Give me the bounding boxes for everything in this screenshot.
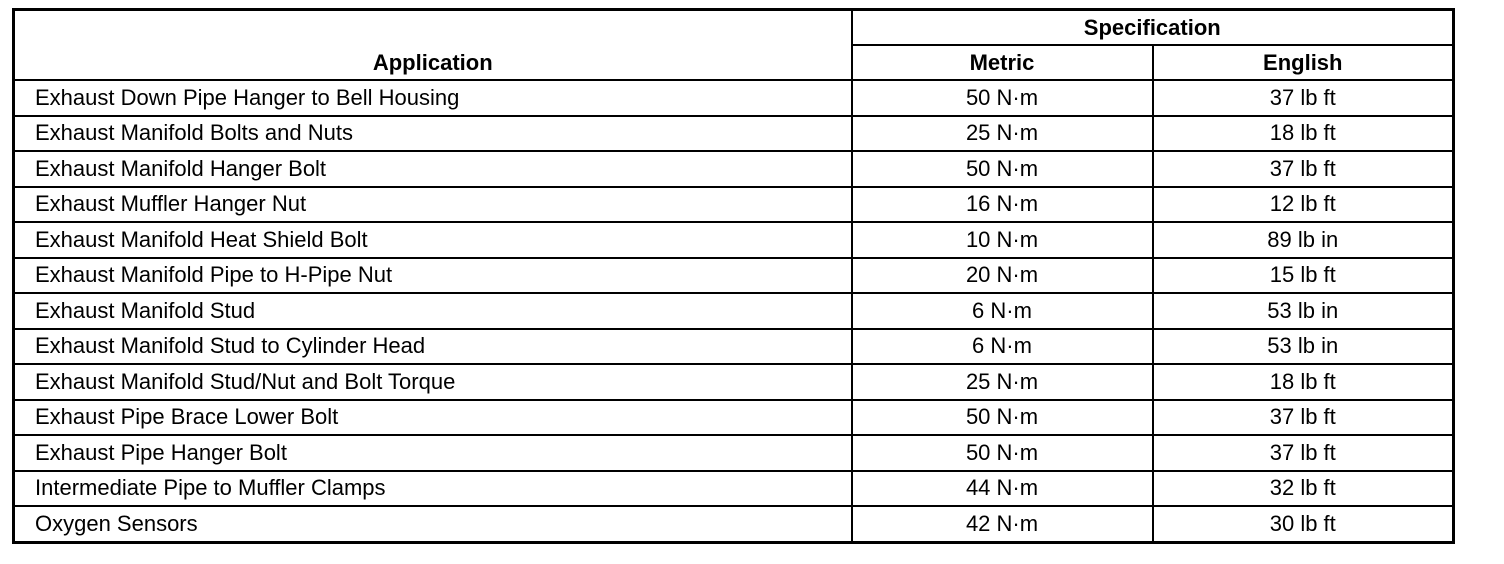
- table-row: [14, 187, 1454, 223]
- metric-cell: 16 N·m: [852, 187, 1153, 223]
- english-cell: 37 lb ft: [1153, 151, 1454, 187]
- english-cell: 32 lb ft: [1153, 471, 1454, 507]
- english-cell: 37 lb ft: [1153, 400, 1454, 436]
- table-body: [14, 80, 1454, 542]
- metric-header: Metric: [852, 45, 1153, 80]
- metric-cell: 50 N·m: [852, 80, 1153, 116]
- metric-cell: 50 N·m: [852, 400, 1153, 436]
- english-cell: 37 lb ft: [1153, 435, 1454, 471]
- english-cell: 89 lb in: [1153, 222, 1454, 258]
- metric-cell: 50 N·m: [852, 435, 1153, 471]
- application-cell: Exhaust Manifold Heat Shield Bolt: [14, 222, 852, 258]
- table-row: [14, 293, 1454, 329]
- application-cell: Exhaust Down Pipe Hanger to Bell Housing: [14, 80, 852, 116]
- table-row: [14, 329, 1454, 365]
- application-cell: Exhaust Manifold Hanger Bolt: [14, 151, 852, 187]
- application-cell: Exhaust Manifold Stud to Cylinder Head: [14, 329, 852, 365]
- metric-cell: 6 N·m: [852, 293, 1153, 329]
- application-cell: Intermediate Pipe to Muffler Clamps: [14, 471, 852, 507]
- english-cell: 18 lb ft: [1153, 364, 1454, 400]
- table-header: [14, 10, 1454, 81]
- application-cell: Exhaust Manifold Stud/Nut and Bolt Torque: [14, 364, 852, 400]
- application-cell: Exhaust Manifold Bolts and Nuts: [14, 116, 852, 152]
- application-cell: Exhaust Manifold Pipe to H-Pipe Nut: [14, 258, 852, 294]
- application-cell: Exhaust Muffler Hanger Nut: [14, 187, 852, 223]
- application-cell: Exhaust Pipe Brace Lower Bolt: [14, 400, 852, 436]
- english-cell: 53 lb in: [1153, 329, 1454, 365]
- metric-cell: 42 N·m: [852, 506, 1153, 542]
- table-row: [14, 364, 1454, 400]
- english-cell: 30 lb ft: [1153, 506, 1454, 542]
- metric-cell: 50 N·m: [852, 151, 1153, 187]
- english-cell: 15 lb ft: [1153, 258, 1454, 294]
- metric-cell: 25 N·m: [852, 364, 1153, 400]
- table-row: [14, 80, 1454, 116]
- table-row: [14, 258, 1454, 294]
- table-row: [14, 151, 1454, 187]
- metric-cell: 20 N·m: [852, 258, 1153, 294]
- application-cell: Exhaust Manifold Stud: [14, 293, 852, 329]
- application-cell: Exhaust Pipe Hanger Bolt: [14, 435, 852, 471]
- header-row-top: [14, 10, 1454, 46]
- english-header: English: [1153, 45, 1454, 80]
- application-cell: Oxygen Sensors: [14, 506, 852, 542]
- english-cell: 12 lb ft: [1153, 187, 1454, 223]
- table-row: [14, 471, 1454, 507]
- table-row: [14, 400, 1454, 436]
- metric-cell: 25 N·m: [852, 116, 1153, 152]
- metric-cell: 10 N·m: [852, 222, 1153, 258]
- table-row: [14, 116, 1454, 152]
- table-row: [14, 435, 1454, 471]
- english-cell: 18 lb ft: [1153, 116, 1454, 152]
- table-row: [14, 222, 1454, 258]
- metric-cell: 44 N·m: [852, 471, 1153, 507]
- english-cell: 53 lb in: [1153, 293, 1454, 329]
- table-row: [14, 506, 1454, 542]
- application-header: Application: [14, 10, 852, 81]
- english-cell: 37 lb ft: [1153, 80, 1454, 116]
- torque-spec-table: [12, 8, 1455, 544]
- specification-header: Specification: [852, 10, 1454, 46]
- metric-cell: 6 N·m: [852, 329, 1153, 365]
